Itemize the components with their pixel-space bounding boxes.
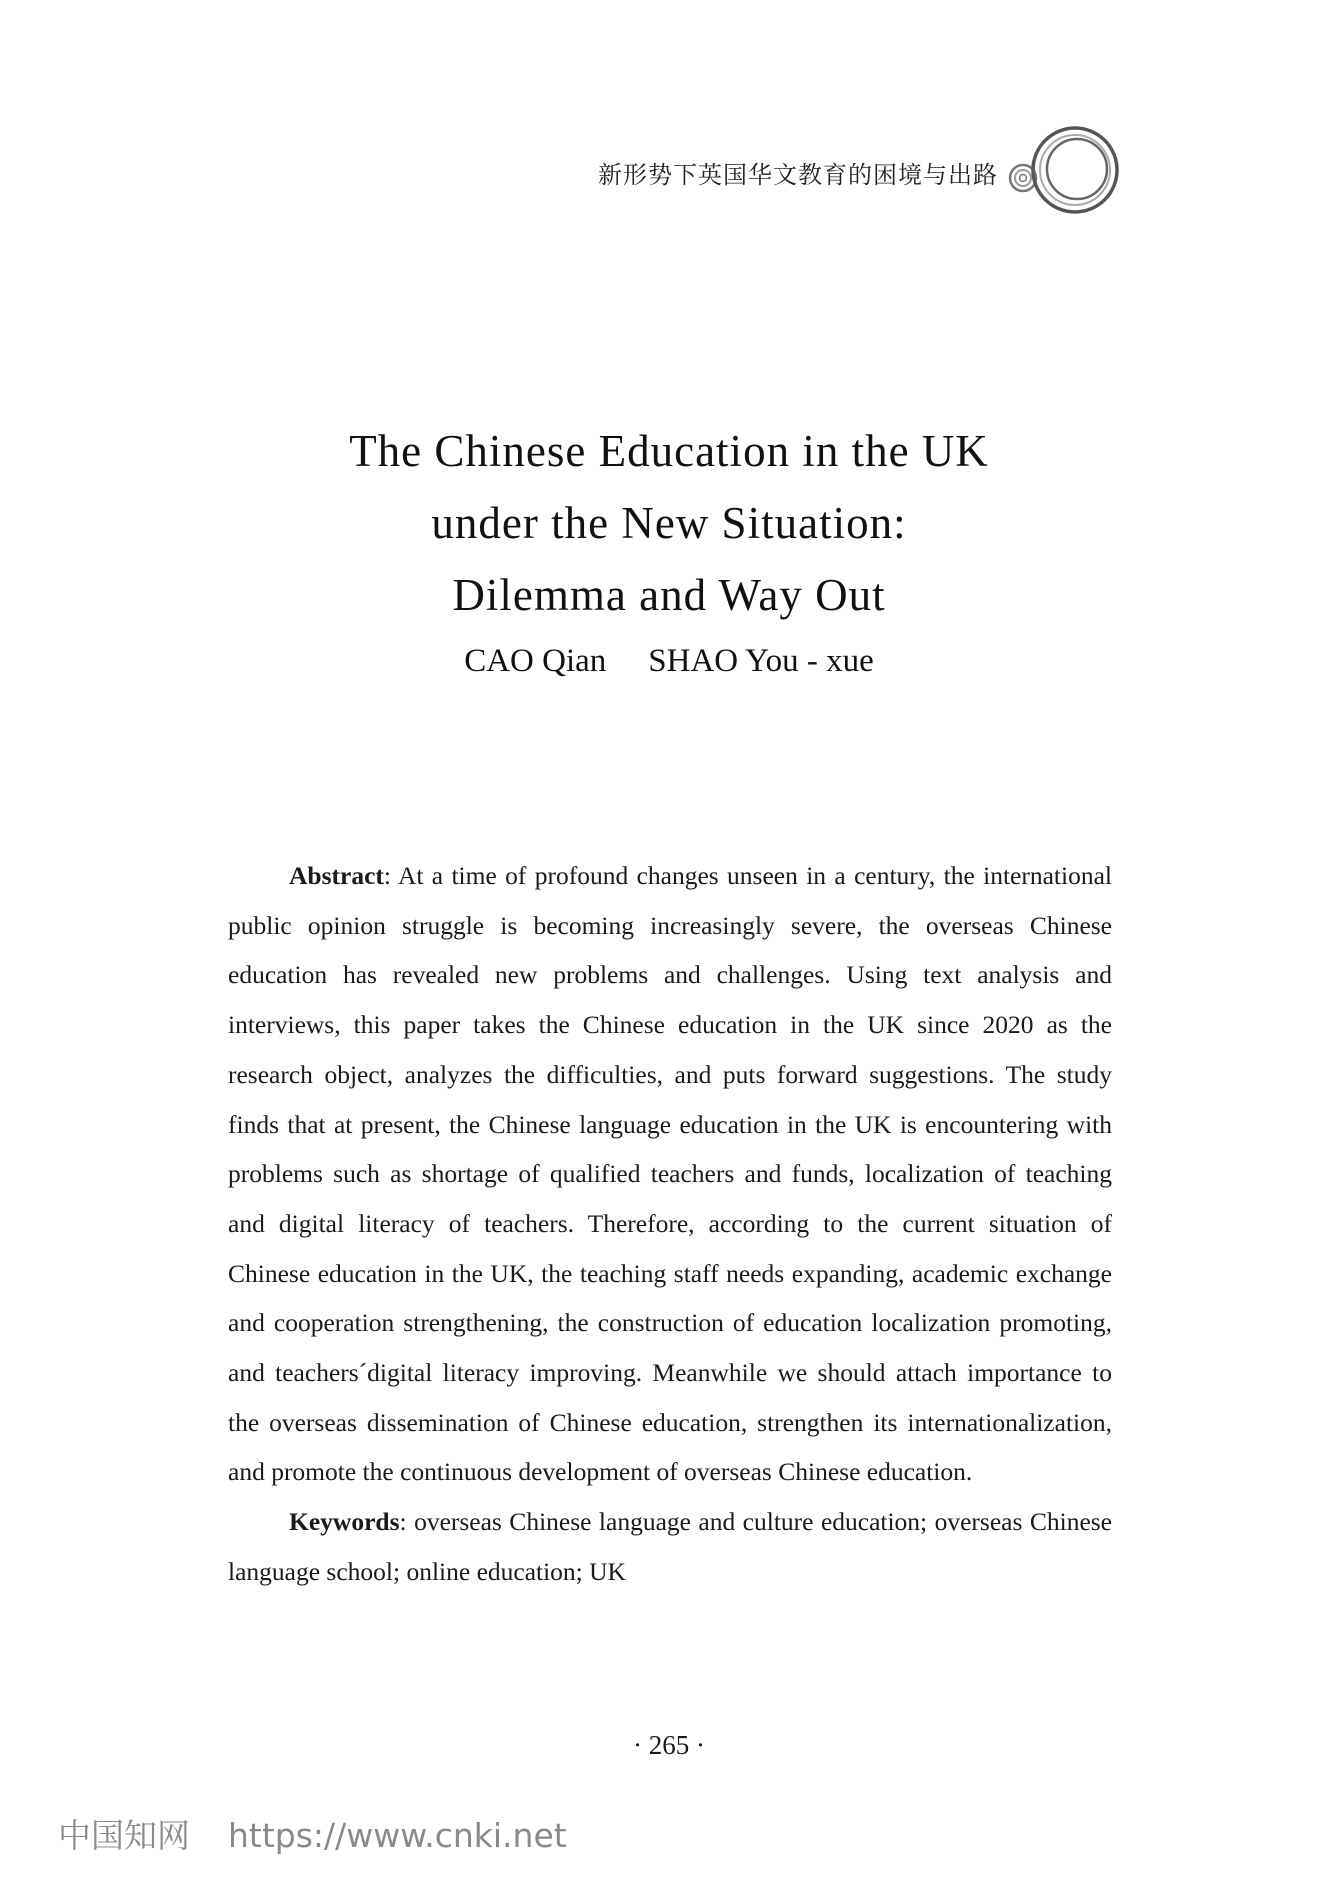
keywords-text: overseas Chinese language and culture education; overseas Chinese language school; online education; UK bbox=[228, 1507, 1113, 1586]
author-name: CAO Qian bbox=[464, 643, 607, 679]
abstract-paragraph bbox=[228, 851, 1112, 1497]
article-title-line-1: The Chinese Education in the UK bbox=[349, 426, 989, 476]
article-title-line-2: under the New Situation: bbox=[431, 498, 907, 548]
abstract-section bbox=[228, 851, 1112, 1597]
article-title-block bbox=[0, 415, 1338, 689]
abstract-separator: : bbox=[383, 861, 391, 890]
keywords-paragraph bbox=[228, 1497, 1112, 1596]
abstract-text: At a time of profound changes unseen in a century, the international public opinion struggle is becoming increasingly severe, the overseas Chinese education has revealed new problems and challenges. Using text analysis and interviews, this paper takes the Chinese education in the UK since 2020 as the research object, analyzes the difficulties, and puts forward suggestions. The study finds that at present, the Chinese language education in the UK is encountering with problems such as shortage of qualified teachers and funds, localization of teaching and digital literacy of teachers. Therefore, according to the current situation of Chinese education in the UK, the teaching staff needs expanding, academic exchange and cooperation strengthening, the construction of education localization promoting, and teachers´digital literacy improving. Meanwhile we should attach importance to the overseas dissemination of Chinese education, strengthen its internationalization, and promote the continuous development of overseas Chinese education. bbox=[228, 861, 1112, 1487]
page-number: · 265 · bbox=[633, 1730, 705, 1760]
keywords-separator: : bbox=[399, 1507, 407, 1537]
running-header bbox=[0, 125, 1338, 215]
keywords-label: Keywords bbox=[289, 1507, 400, 1537]
article-title-line-3: Dilemma and Way Out bbox=[452, 570, 886, 620]
watermark-site-name: 中国知网 bbox=[58, 1816, 190, 1855]
author-list bbox=[0, 633, 1338, 689]
concentric-rings-icon bbox=[1005, 125, 1125, 215]
watermark-url: https://www.cnki.net bbox=[228, 1816, 567, 1855]
cnki-watermark bbox=[58, 1810, 567, 1857]
running-title: 新形势下英国华文教育的困境与出路 bbox=[598, 161, 998, 189]
author-name: SHAO You - xue bbox=[648, 643, 874, 679]
abstract-label: Abstract bbox=[289, 861, 384, 890]
